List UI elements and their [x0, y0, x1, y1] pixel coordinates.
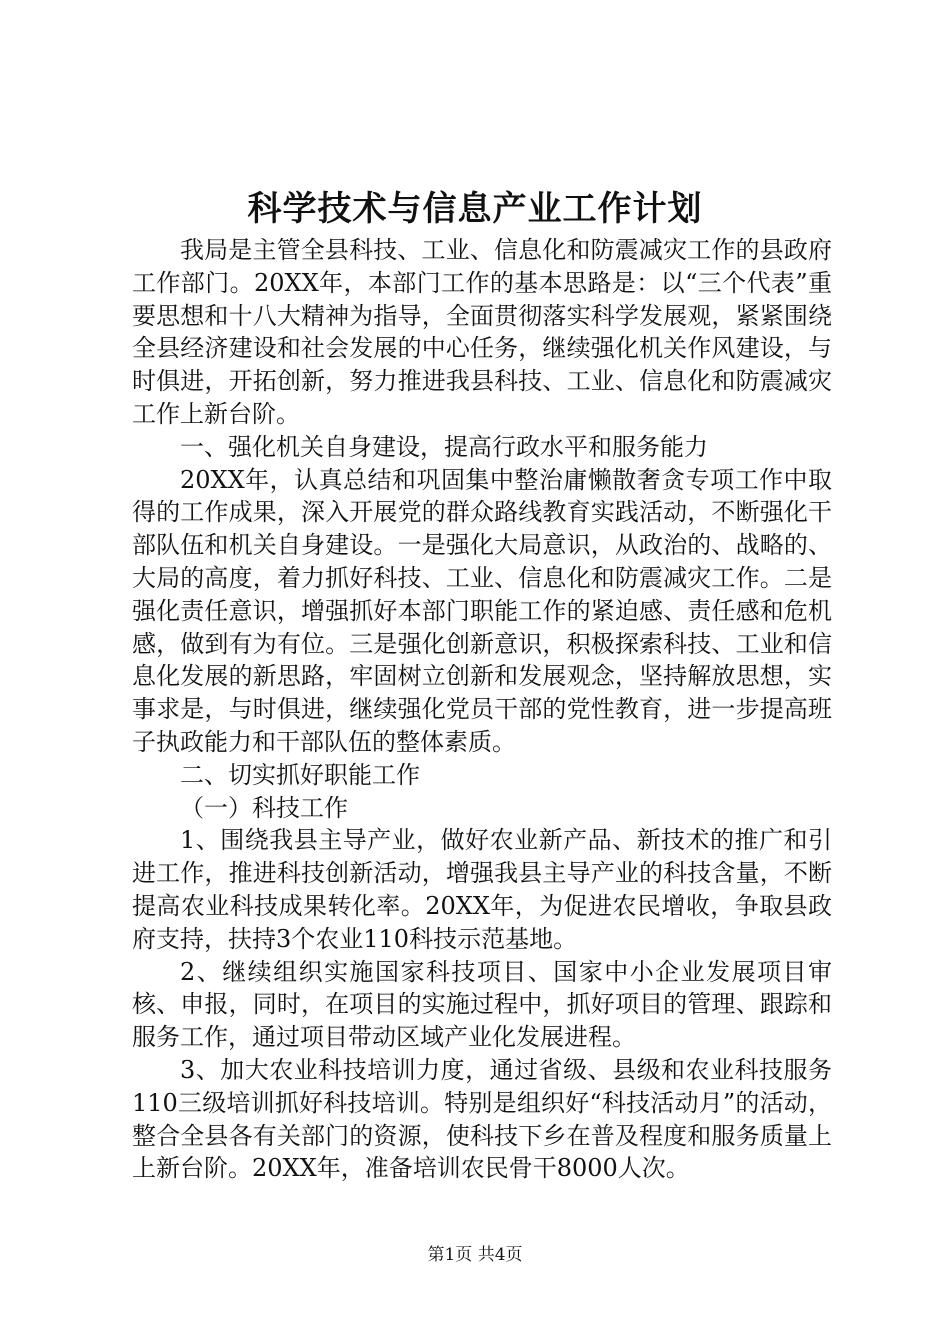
intro-paragraph: 我局是主管全县科技、工业、信息化和防震减灾工作的县政府工作部门。20XX年，本部门工作的基本思路是：以“三个代表”重要思想和十八大精神为指导，全面贯彻落实科学发展观，紧紧围绕全县经济建设和社会发展的中心任务，继续强化机关作风建设，与时俱进，开拓创新，努力推进我县科技、工业、信息化和防震减灾工作上新台阶。	[132, 236, 832, 428]
tech-item-3: 3、加大农业科技培训力度，通过省级、县级和农业科技服务110三级培训抓好科技培训。特别是组织好“科技活动月”的活动，整合全县各有关部门的资源，使科技下乡在普及程度和服务质量上上新台阶。20XX年，准备培训农民骨干8000人次。	[132, 1055, 832, 1183]
section-1-paragraph: 20XX年，认真总结和巩固集中整治庸懒散奢贪专项工作中取得的工作成果，深入开展党的群众路线教育实践活动，不断强化干部队伍和机关自身建设。一是强化大局意识，从政治的、战略的、大局的高度，着力抓好科技、工业、信息化和防震减灾工作。二是强化责任意识，增强抓好本部门职能工作的紧迫感、责任感和危机感，做到有为有位。三是强化创新意识，积极探索科技、工业和信息化发展的新思路，牢固树立创新和发展观念，坚持解放思想，实事求是，与时俱进，继续强化党员干部的党性教育，进一步提高班子执政能力和干部队伍的整体素质。	[132, 465, 832, 756]
tech-item-1: 1、围绕我县主导产业，做好农业新产品、新技术的推广和引进工作，推进科技创新活动，增强我县主导产业的科技含量，不断提高农业科技成果转化率。20XX年，为促进农民增收，争取县政府支持，扶持3个农业110科技示范基地。	[132, 826, 832, 953]
page-footer: 第1页 共4页	[427, 1245, 523, 1265]
section-heading-1: 一、强化机关自身建设，提高行政水平和服务能力	[180, 432, 708, 461]
document-body	[132, 234, 832, 1185]
tech-item-2: 2、继续组织实施国家科技项目、国家中小企业发展项目审核、申报，同时，在项目的实施过程中，抓好项目的管理、跟踪和服务工作，通过项目带动区域产业化发展进程。	[132, 957, 832, 1052]
document-title: 科学技术与信息产业工作计划	[247, 189, 703, 229]
section-heading-2: 二、切实抓好职能工作	[180, 760, 420, 789]
subsection-heading-tech: （一）科技工作	[180, 793, 348, 822]
